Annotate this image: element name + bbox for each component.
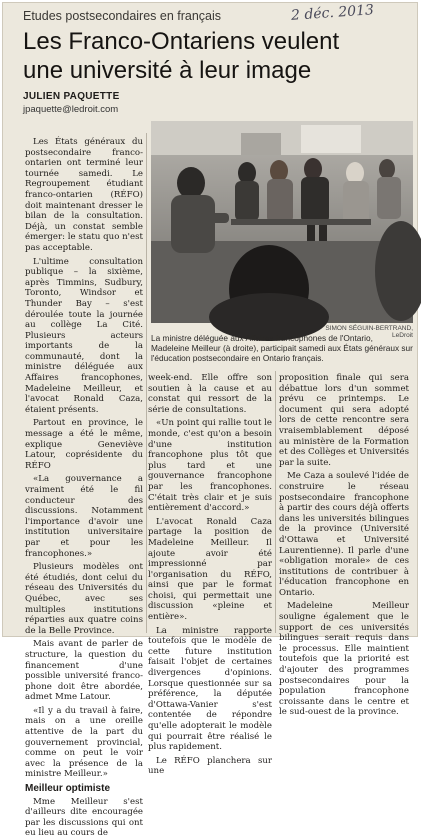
col1-paragraph-7: «Il y a du travail à faire, mais on a une oreille attentive de la part du gouvernement provincial, comme on peut le voir avec la présence de la ministre Meilleur.»: [25, 705, 143, 780]
article-photo: [151, 121, 413, 323]
col1-paragraph-1: Les États généraux du postsecondaire franco-ontarien ont terminé leur tournée samedi. Le Regroupement étudiant franco-ontarien (RÉFO) doit maintenant dresser le bilan de la consultation. Déjà, un constat semble émerger: le statu quo n'est pas acceptable.: [25, 137, 143, 253]
col2-paragraph-5: Le RÉFO planchera sur une: [148, 755, 272, 777]
col2-paragraph-2: «Un point qui rallie tout le monde, c'est qu'on a besoin d'une institution francophone plus tôt que plus tard et une gouvernance francophone par les francophones. C'était très clair et je suis entièrement d'accord.»: [148, 418, 272, 514]
col3-paragraph-3: Madeleine Meilleur souligne également que le support de ces universités bilingues serait requis dans le processus. Elle maintient toutefois que la priorité est d'ajouter des programmes postsecondaires pour la population francophone croissante dans le centre et le sud-ouest de la province.: [279, 601, 409, 718]
photo-illustration: [151, 121, 413, 323]
handwritten-date: 2 déc. 2013: [290, 2, 375, 24]
col1-paragraph-end: Mme Meilleur s'est d'ailleurs dite encouragée par les discussions qui ont eu lieu au cours de: [25, 796, 143, 839]
photo-caption: La ministre déléguée aux Affaires francophones de l'Ontario, Madeleine Meilleur (à droite), participait samedi aux États généraux sur l'éducation postsecondaire en Ontario français.: [151, 333, 413, 364]
col2-paragraph-3: L'avocat Ronald Caza partage la position de Madeleine Meilleur. Il ajoute avoir été impressionné par l'organisation du RÉFO, ainsi que par le format choisi, qui permettait une discussion «pleine et entière».: [148, 516, 272, 623]
headline-line-2: une université à leur image: [23, 57, 312, 84]
article-column-2: [148, 373, 272, 777]
headline-line-1: Les Franco-Ontariens veulent: [23, 28, 340, 55]
subheading: Meilleur optimiste: [25, 783, 111, 795]
col1-paragraph-5: Plusieurs modèles ont été étudiés, dont celui du réseau des Universités du Québec, avec ses multiples institutions réparties aux quatre coins de la Belle Province.: [25, 562, 143, 636]
col2-paragraph-1: week-end. Elle offre son soutien à la cause et au constat qui ressort de la série de consultations.: [148, 373, 272, 415]
headline: [23, 27, 415, 85]
col2-paragraph-4: La ministre rapporte toutefois que le modèle de cette future institution faisait l'objet de certaines divergences d'opinions. Lorsque questionnée sur sa préférence, la députée d'Ottawa-Vanier s'est contentée de répondre qu'elle adopterait le modèle qui pourrait être réalisé le plus rapidement.: [148, 625, 272, 753]
photo-credit: SIMON SÉGUIN-BERTRAND, LeDroit: [325, 325, 413, 339]
article-column-3: [279, 373, 410, 718]
newspaper-clipping: [2, 2, 418, 839]
col3-paragraph-2: Me Caza a soulevé l'idée de construire le réseau postsecondaire francophone à partir des cours déjà offerts dans les universités bilingues de la province (Université d'Ottawa et Université Laurentienne). Il parle d'une «obligation morale» de ces institutions de contribuer à l'éducation francophone en Ontario.: [279, 471, 409, 598]
author-email: jpaquette@ledroit.com: [23, 104, 119, 115]
col1-paragraph-3: Partout en province, le message a été le même, explique Geneviève Latour, coprésidente du RÉFO: [25, 418, 143, 471]
article-column-1: [25, 137, 143, 839]
section-label: Etudes postsecondaires en français: [23, 9, 222, 23]
col3-paragraph-1: proposition finale qui sera débattue lors d'un sommet prévu ce printemps. Le document qui sera adopté lors de cette rencontre sera vraisemblablement déposé au ministère de la Formation et des Collèges et Universités par la suite.: [279, 373, 410, 468]
column-divider-2: [275, 371, 276, 633]
author-byline: JULIEN PAQUETTE: [23, 91, 120, 102]
column-divider: [146, 133, 147, 633]
col1-paragraph-2: L'ultime consultation publique – la sixième, après Timmins, Sudbury, Toronto, Windsor et Thunder Bay – s'est déroulée toute la journée au collège La Cité. Plusieurs acteurs importants de la communauté, dont la ministre déléguée aux Affaires francophones, Madeleine Meilleur, et l'avocat Ronald Caza, étaient présents.: [25, 256, 143, 415]
col1-paragraph-4: «La gouvernance a vraiment été le fil conducteur des discussions. Notamment l'importance d'avoir une institution universitaire par et pour les francophones.»: [25, 474, 143, 559]
col1-paragraph-6: Mais avant de parler de structure, la question du financement d'une possible université franco-phone doit être abordée, admet Mme Latour.: [25, 639, 143, 703]
